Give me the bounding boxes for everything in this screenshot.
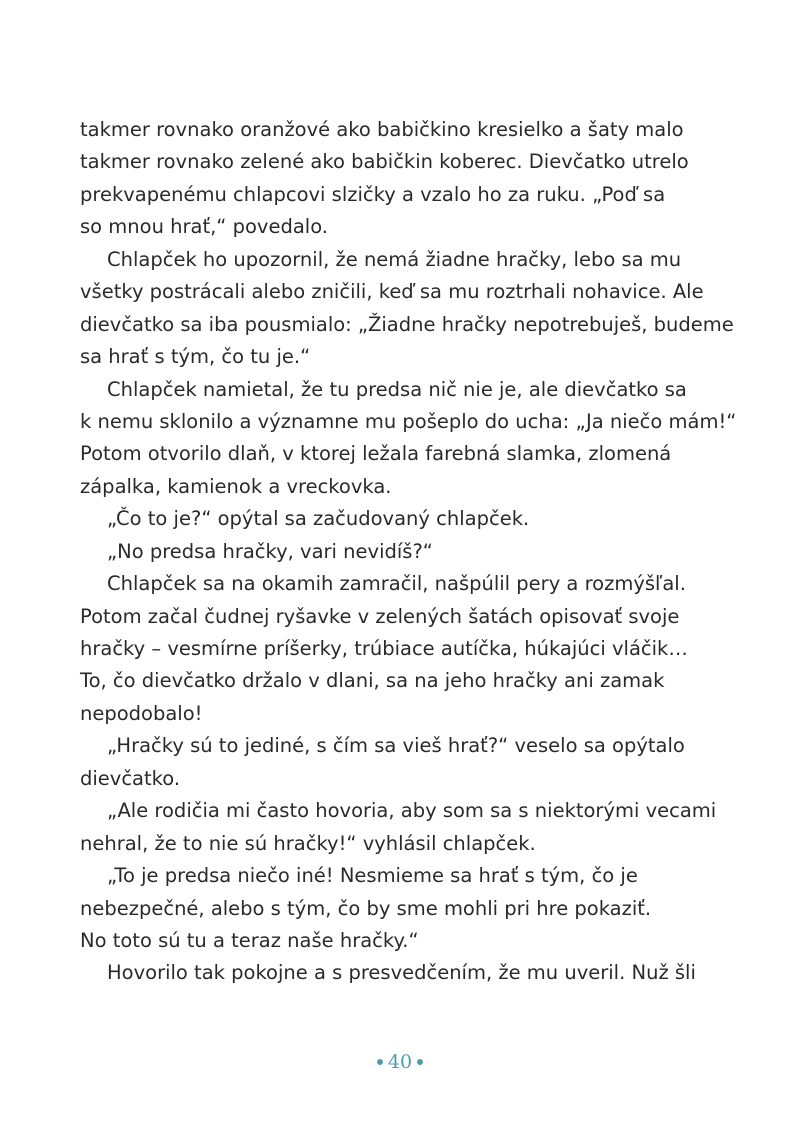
page-number: 40	[387, 1051, 413, 1073]
text-line: dievčatko.	[80, 766, 181, 790]
text-line: so mnou hrať,“ povedalo.	[80, 215, 328, 239]
right-dot-ornament	[417, 1059, 423, 1065]
text-line: Chlapček sa na okamih zamračil, našpúlil pery a rozmýšľal.	[107, 572, 686, 596]
text-line: Potom začal čudnej ryšavke v zelených šatách opisovať svoje	[80, 604, 680, 628]
text-line: sa hrať s tým, čo tu je.“	[80, 345, 311, 369]
body-text	[80, 114, 737, 990]
text-line: zápalka, kamienok a vreckovka.	[80, 474, 392, 498]
text-line: „To je predsa niečo iné! Nesmieme sa hrať s tým, čo je	[107, 864, 638, 888]
text-line: všetky postrácali alebo zničili, keď sa mu roztrhali nohavice. Ale	[80, 280, 704, 304]
text-line: dievčatko sa iba pousmialo: „Žiadne hračky nepotrebuješ, budeme	[80, 312, 734, 336]
text-line: takmer rovnako oranžové ako babičkino kresielko a šaty malo	[80, 118, 684, 141]
text-line: „No predsa hračky, vari nevidíš?“	[107, 539, 433, 563]
text-line: Potom otvorilo dlaň, v ktorej ležala farebná slamka, zlomená	[80, 442, 672, 466]
text-line: nehral, že to nie sú hračky!“ vyhlásil chlapček.	[80, 831, 536, 855]
text-line: k nemu sklonilo a významne mu pošeplo do ucha: „Ja niečo mám!“	[80, 409, 737, 433]
text-line: No toto sú tu a teraz naše hračky.“	[80, 928, 419, 952]
text-line: „Ale rodičia mi často hovoria, aby som sa s niektorými vecami	[107, 799, 717, 823]
text-line: „Čo to je?“ opýtal sa začudovaný chlapček.	[107, 507, 530, 531]
left-dot-ornament	[377, 1059, 383, 1065]
text-line: nebezpečné, alebo s tým, čo by sme mohli pri hre pokaziť.	[80, 896, 652, 920]
text-line: To, čo dievčatko držalo v dlani, sa na jeho hračky ani zamak	[80, 669, 665, 693]
text-line: Chlapček ho upozornil, že nemá žiadne hračky, lebo sa mu	[107, 247, 682, 271]
page-footer	[0, 1051, 800, 1073]
text-line: „Hračky sú to jediné, s čím sa vieš hrať?“ veselo sa opýtalo	[107, 734, 685, 758]
text-line: Chlapček namietal, že tu predsa nič nie je, ale dievčatko sa	[107, 377, 687, 401]
text-line: Hovorilo tak pokojne a s presvedčením, že mu uveril. Nuž šli	[107, 961, 696, 985]
text-line: nepodobalo!	[80, 701, 203, 725]
text-line: hračky – vesmírne príšerky, trúbiace autíčka, húkajúci vláčik…	[80, 637, 688, 660]
text-line: takmer rovnako zelené ako babičkin koberec. Dievčatko utrelo	[80, 150, 689, 174]
text-line: prekvapenému chlapcovi slzičky a vzalo ho za ruku. „Poď sa	[80, 182, 666, 206]
